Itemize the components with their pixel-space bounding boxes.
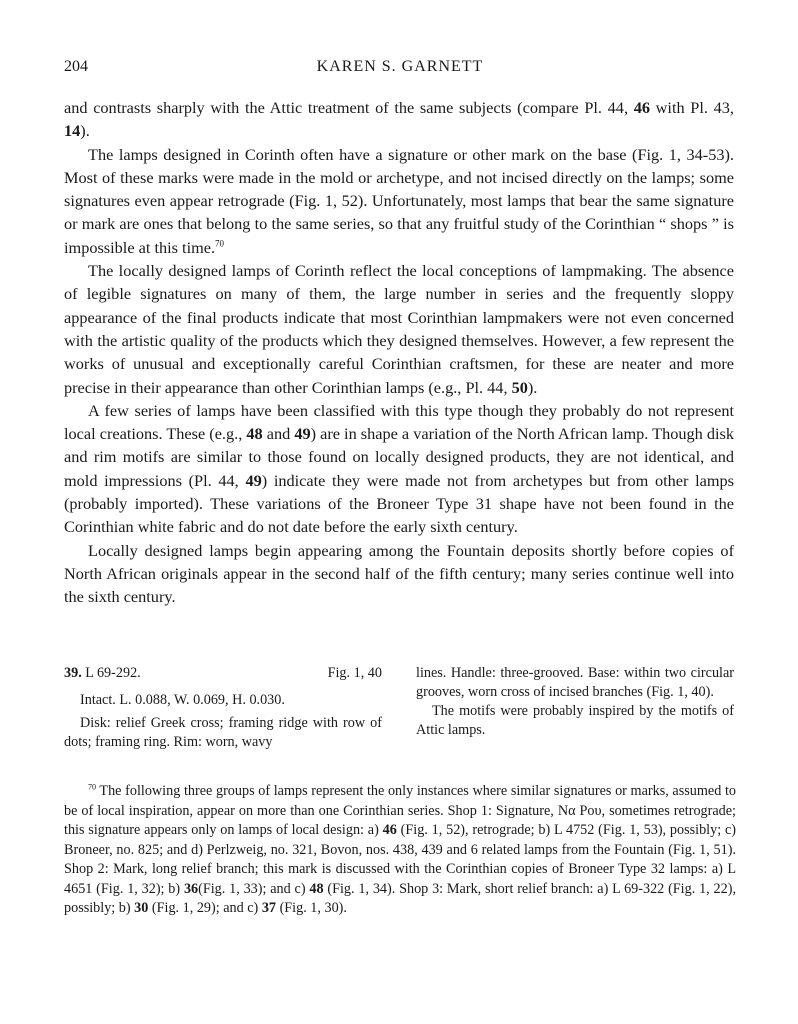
figure-reference: Fig. 1, 40	[327, 665, 382, 681]
footnote-70	[64, 782, 736, 919]
text-run: (Fig. 1, 52), retrograde; b) L 4752 (Fig. 1, 53), possibly; c) Broneer, no. 825; and d) Perlzweig, no. 321, Bovon, nos. 438, 439 and 6 related lamps from the Fountain (Fig. 1, 51). Shop 2: Mark, long relief branch; this mark is discussed with the Corinthian copies of Broneer Type 32 lamps: a) L 4651 (Fig. 1, 32); b)	[64, 822, 736, 897]
footnote-reference: 70	[215, 238, 225, 249]
catalog-reference: 49	[294, 424, 311, 444]
catalog-reference: 48	[309, 880, 324, 897]
entry-heading	[64, 664, 382, 685]
text-run: ) are in shape a variation of the North African lamp. Though disk and rim motifs are similar to those found on locally designed products, they are not identical, and mold impressions (Pl. 44,	[64, 424, 734, 490]
catalog-reference: 48	[246, 424, 263, 444]
text-run: (Fig. 1, 34). Shop 3: Mark, short relief branch: a) L 69-322 (Fig. 1, 22), possibly; b)	[64, 880, 736, 916]
catalog-reference: 37	[261, 900, 277, 916]
paragraph-4	[64, 399, 734, 539]
text-run: ).	[527, 377, 538, 397]
entry-number: 39.	[64, 665, 82, 681]
text-run: The locally designed lamps of Corinth reflect the local conceptions of lampmaking. The absence of legible signatures on many of them, the large number in series and the frequently sloppy appearance of the final products indicate that most Corinthian lampmakers were not even concerned with the artistic quality of the products which they designed themselves. However, a few represent the works of unusual and exceptionally careful Corinthian craftsmen, for these are neater and more precise in their appearance than other Corinthian lamps (e.g., Pl. 44,	[64, 261, 734, 397]
plate-reference: 14	[64, 121, 81, 141]
entry-identifier	[64, 664, 141, 683]
text-run: The following three groups of lamps represent the only instances where similar signatures or marks, assumed to be of local inspiration, appear on more than one Corinthian series. Shop 1: Signature, Να Ρου, sometimes retrograde; this signature appears only on lamps of local design: a)	[64, 783, 736, 838]
catalog-column-left	[64, 664, 382, 752]
text-run: Locally designed lamps begin appearing among the Fountain deposits shortly before copies of North African originals appear in the second half of the fifth century; many series continue well into the sixth century.	[64, 540, 734, 607]
plate-reference: 46	[633, 98, 650, 117]
text-run: (Fig. 1, 29); and c)	[148, 900, 262, 916]
entry-motifs-note: The motifs were probably inspired by the motifs of Attic lamps.	[416, 703, 734, 738]
catalog-reference: 36	[183, 880, 199, 897]
text-run: The lamps designed in Corinth often have a signature or other mark on the base (Fig. 1, 34-53). Most of these marks were made in the mold or archetype, and not incised directly on the lamps; some signatures even appear retrograde (Fig. 1, 52). Unfortunately, most lamps that bear the same signature or mark are ones that belong to the same series, so that any fruitful study of the Corinthian “ shops ” is impossible at this time.	[64, 144, 734, 257]
footnote-number: 70	[88, 782, 96, 792]
catalog-reference: 30	[134, 900, 149, 916]
text-run: with Pl. 43,	[649, 98, 734, 117]
body-text	[64, 96, 734, 609]
inventory-number: L 69-292.	[81, 665, 141, 681]
page-header	[64, 58, 736, 80]
text-run: ) indicate they were made not from archetypes but from other lamps (probably imported). These variations of the Broneer Type 31 shape have not been found in the Corinthian white fabric and do not date before the early sixth century.	[64, 470, 734, 537]
running-title: KAREN S. GARNETT	[316, 58, 484, 75]
plate-reference: 49	[245, 470, 262, 490]
entry-description: Disk: relief Greek cross; framing ridge with row of dots; framing ring. Rim: worn, wavy	[64, 715, 382, 750]
plate-reference: 50	[511, 377, 528, 397]
text-run: and	[262, 424, 295, 444]
entry-dimensions: Intact. L. 0.088, W. 0.069, H. 0.030.	[80, 692, 285, 708]
catalog-reference: 46	[382, 822, 397, 838]
text-run: (Fig. 1, 30).	[276, 900, 347, 916]
text-run: and contrasts sharply with the Attic treatment of the same subjects (compare Pl. 44,	[64, 98, 634, 117]
footnote	[64, 782, 736, 919]
catalog-column-right	[416, 664, 734, 740]
paragraph-2	[64, 143, 734, 259]
text-run: (Fig. 1, 33); and c)	[198, 880, 310, 897]
paragraph-1	[64, 96, 734, 143]
text-run: A few series of lamps have been classified with this type though they probably do not represent local creations. These (e.g.,	[64, 400, 734, 444]
entry-description-continued: lines. Handle: three-grooved. Base: within two circular grooves, worn cross of incised branches (Fig. 1, 40).	[416, 665, 734, 700]
paragraph-5	[64, 539, 734, 609]
catalog-entry	[64, 664, 734, 764]
text-run: ).	[80, 121, 90, 141]
paragraph-3	[64, 259, 734, 399]
page-number: 204	[64, 58, 88, 75]
